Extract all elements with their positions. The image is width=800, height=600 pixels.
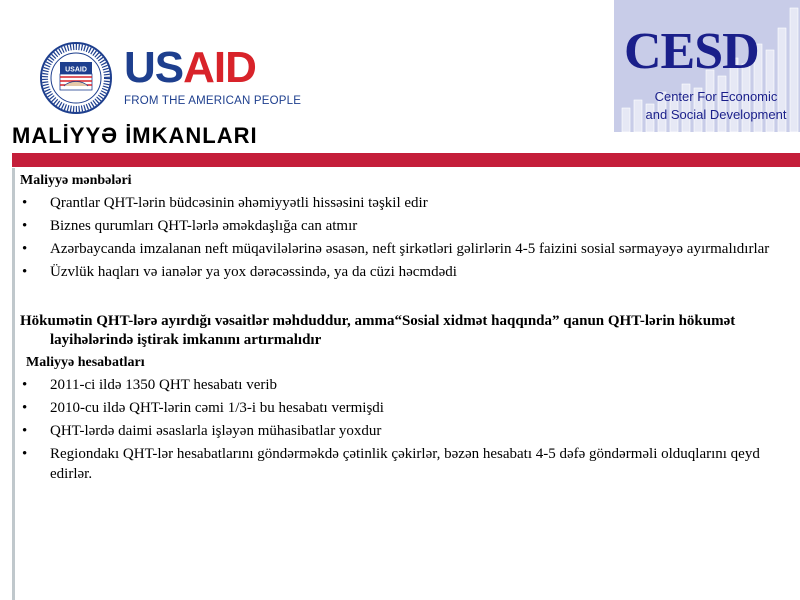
section2-list bbox=[20, 375, 790, 484]
cesd-logo bbox=[614, 0, 800, 132]
svg-text:USAID: USAID bbox=[65, 66, 87, 74]
bullet-icon: • bbox=[22, 446, 28, 462]
cesd-subtitle-line1: Center For Economic bbox=[654, 89, 778, 104]
section1-list bbox=[20, 193, 790, 282]
bullet-icon: • bbox=[22, 218, 28, 234]
section1-label: Maliyyə mənbələri bbox=[20, 173, 132, 188]
slide-content bbox=[20, 172, 790, 484]
bullet-icon: • bbox=[22, 264, 28, 280]
list-item: • Regiondakı QHT-lər hesabatlarını göndərməkdə çətinlik çəkirlər, bəzən hesabatı 4-5 dəfə göndərməli olduqlarını qeyd edirlər. bbox=[22, 446, 760, 482]
cesd-title: CESD bbox=[624, 23, 759, 80]
list-item: • Biznes qurumları QHT-lərlə əməkdaşlığa can atmır bbox=[22, 218, 358, 234]
usaid-seal-icon bbox=[40, 42, 112, 114]
section2-label: Maliyyə hesabatları bbox=[26, 355, 145, 370]
list-item: • Azərbaycanda imzalanan neft müqavilələrinə əsasən, neft şirkətləri gəlirlərin 4-5 faizini sosial sərmayəyə ayırmalıdırlar bbox=[22, 241, 770, 257]
government-funding-paragraph: Hökumətin QHT-lərə ayırdığı vəsaitlər məhduddur, amma“Sosial xidmət haqqında” qanun QHT-lərin hökumət layihələrində iştirak imkanını artırmalıdır bbox=[20, 313, 736, 348]
list-item: • Qrantlar QHT-lərin büdcəsinin əhəmiyyətli hissəsini təşkil edir bbox=[22, 195, 428, 211]
bullet-icon: • bbox=[22, 423, 28, 439]
usaid-wordmark: USAID bbox=[124, 43, 256, 92]
bullet-icon: • bbox=[22, 241, 28, 257]
title-divider bbox=[12, 153, 800, 167]
left-border-bar bbox=[12, 168, 15, 600]
usaid-tagline: FROM THE AMERICAN PEOPLE bbox=[124, 95, 302, 107]
cesd-subtitle bbox=[636, 88, 796, 124]
list-item: • QHT-lərdə daimi əsaslarla işləyən mühasibatlar yoxdur bbox=[22, 423, 382, 439]
list-item: • 2011-ci ildə 1350 QHT hesabatı verib bbox=[22, 377, 278, 393]
usaid-logo bbox=[40, 42, 302, 112]
list-item: • 2010-cu ildə QHT-lərin cəmi 1/3-i bu hesabatı vermişdi bbox=[22, 400, 384, 416]
page-title: MALİYYƏ İMKANLARI bbox=[12, 123, 258, 148]
cesd-subtitle-line2: and Social Development bbox=[645, 107, 787, 122]
bullet-icon: • bbox=[22, 400, 28, 416]
bullet-icon: • bbox=[22, 377, 28, 393]
list-item: • Üzvlük haqları və ianələr ya yox dərəcəssində, ya da cüzi həcmdədi bbox=[22, 264, 457, 280]
bullet-icon: • bbox=[22, 195, 28, 211]
